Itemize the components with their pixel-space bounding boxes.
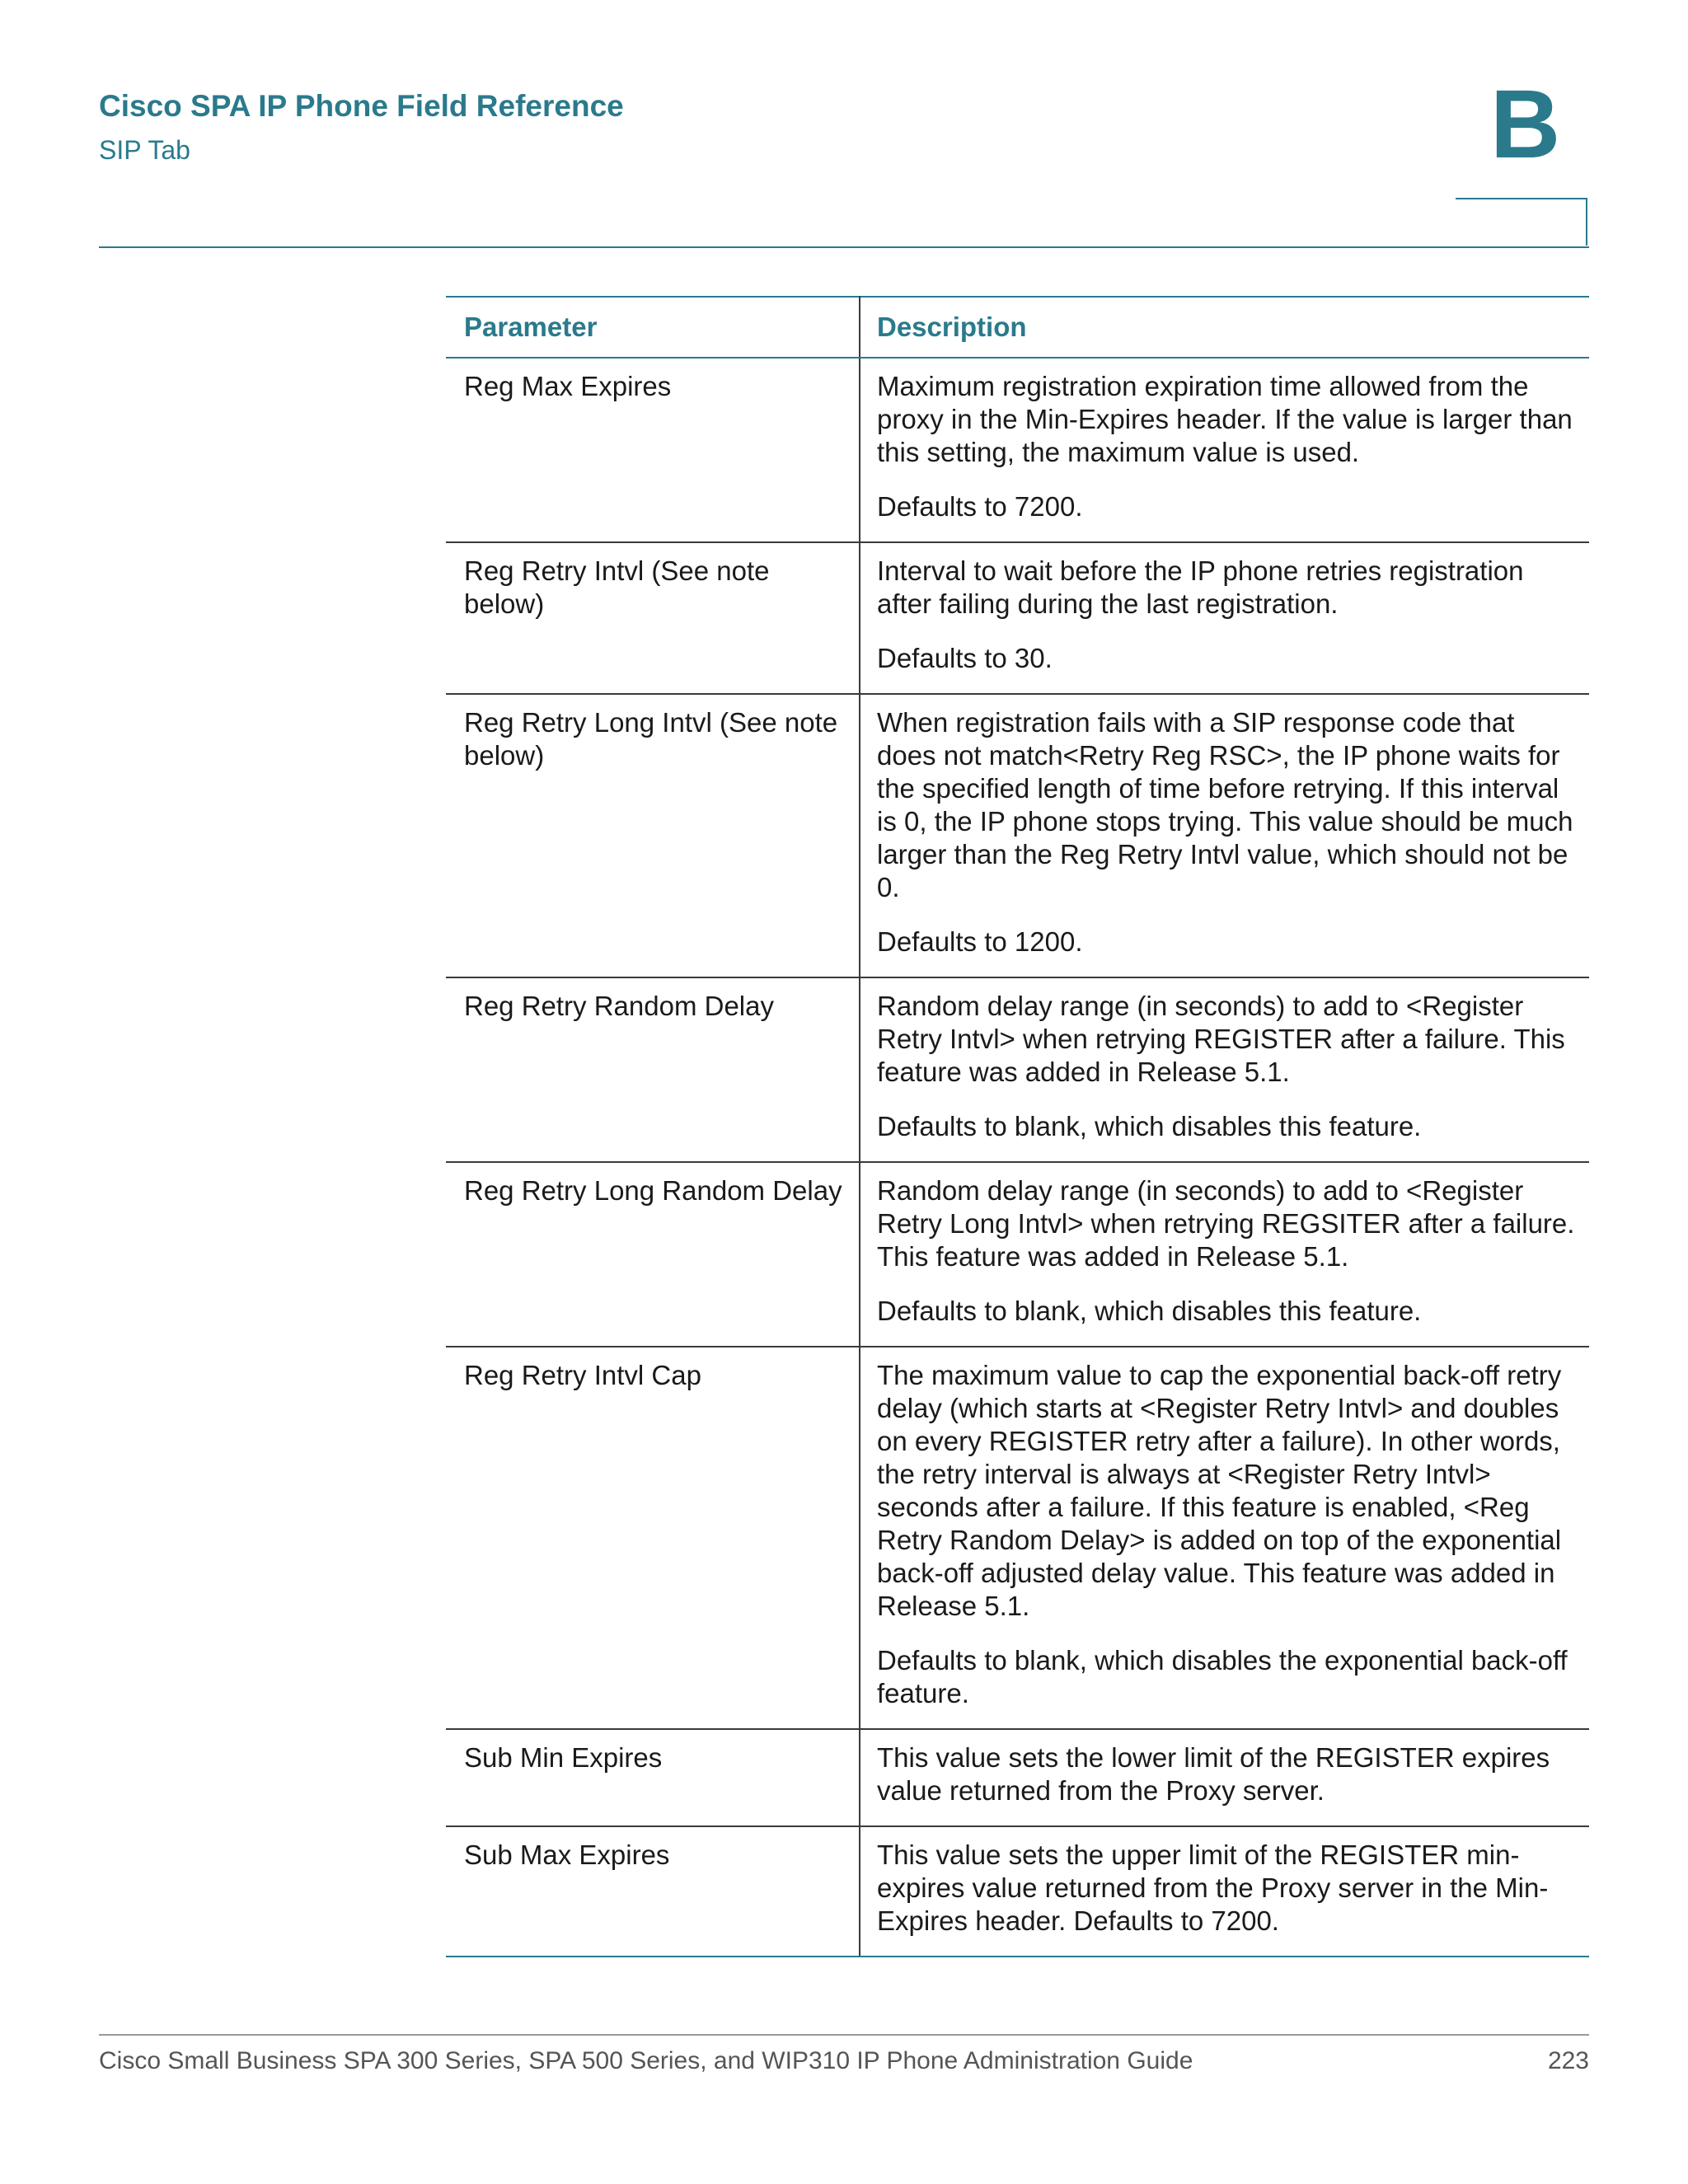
table-row — [446, 1347, 1589, 1729]
footer-divider — [99, 2034, 1589, 2036]
description-paragraph: When registration fails with a SIP response code that does not match<Retry Reg RSC>, the IP phone waits for the specified length of time before retrying. If this interval is 0, the IP phone stops trying. This value should be much larger than the Reg Retry Intvl value, which should not be 0. — [877, 707, 1573, 902]
parameter-cell: Reg Retry Long Intvl (See note below) — [446, 694, 860, 977]
description-paragraph: This value sets the lower limit of the REGISTER expires value returned from the Proxy server. — [877, 1742, 1550, 1806]
header-divider — [99, 246, 1589, 248]
parameter-cell: Reg Retry Intvl Cap — [446, 1347, 860, 1729]
description-cell — [860, 1162, 1589, 1347]
parameter-cell: Reg Retry Random Delay — [446, 977, 860, 1162]
description-cell — [860, 1347, 1589, 1729]
description-cell — [860, 1826, 1589, 1957]
default-value-text: Defaults to blank, which disables this feature. — [877, 1111, 1422, 1141]
table-row — [446, 694, 1589, 977]
parameter-cell: Reg Retry Long Random Delay — [446, 1162, 860, 1347]
default-value-text: Defaults to 7200. — [877, 491, 1083, 522]
chapter-letter: B — [1490, 70, 1561, 179]
default-value-text: Defaults to 1200. — [877, 926, 1083, 957]
parameter-cell: Sub Max Expires — [446, 1826, 860, 1957]
footer-guide-title: Cisco Small Business SPA 300 Series, SPA 500 Series, and WIP310 IP Phone Administration Guide — [99, 2047, 1193, 2074]
column-header-parameter: Parameter — [446, 297, 860, 358]
table-row — [446, 358, 1589, 542]
description-paragraph: Random delay range (in seconds) to add to <Register Retry Intvl> when retrying REGISTER after a failure. This feature was added in Release 5.1. — [877, 991, 1565, 1087]
parameter-cell: Reg Retry Intvl (See note below) — [446, 542, 860, 694]
description-cell — [860, 542, 1589, 694]
parameter-cell: Sub Min Expires — [446, 1729, 860, 1826]
page-header-title: Cisco SPA IP Phone Field Reference — [99, 89, 624, 123]
table-header-row — [446, 297, 1589, 358]
table-row — [446, 1826, 1589, 1957]
description-cell — [860, 694, 1589, 977]
description-paragraph: Random delay range (in seconds) to add to <Register Retry Long Intvl> when retrying REGSITER after a failure. This feature was added in Release 5.1. — [877, 1175, 1575, 1272]
parameter-cell: Reg Max Expires — [446, 358, 860, 542]
page-number: 223 — [1547, 2047, 1589, 2074]
parameter-table — [446, 296, 1589, 1957]
description-paragraph: Interval to wait before the IP phone retries registration after failing during the last registration. — [877, 555, 1524, 619]
description-paragraph: This value sets the upper limit of the REGISTER min-expires value returned from the Proxy server in the Min-Expires header. Defaults to 7200. — [877, 1840, 1549, 1936]
description-paragraph: The maximum value to cap the exponential back-off retry delay (which starts at <Register Retry Intvl> and doubles on every REGISTER retry after a failure). In other words, the retry interval is always at <Register Retry Intvl> seconds after a failure. If this feature is enabled, <Reg Retry Random Delay> is added on top of the exponential back-off adjusted delay value. This feature was added in Release 5.1. — [877, 1360, 1562, 1621]
chapter-tab-box — [1456, 198, 1587, 246]
page-header-subtitle: SIP Tab — [99, 135, 190, 165]
description-cell — [860, 977, 1589, 1162]
default-value-text: Defaults to 30. — [877, 643, 1053, 673]
column-header-description: Description — [860, 297, 1589, 358]
description-cell — [860, 358, 1589, 542]
table-row — [446, 542, 1589, 694]
table-row — [446, 1162, 1589, 1347]
table-row — [446, 1729, 1589, 1826]
description-paragraph: Maximum registration expiration time allowed from the proxy in the Min-Expires header. If the value is larger than this setting, the maximum value is used. — [877, 371, 1573, 467]
table-row — [446, 977, 1589, 1162]
default-value-text: Defaults to blank, which disables this feature. — [877, 1296, 1422, 1326]
default-value-text: Defaults to blank, which disables the exponential back-off feature. — [877, 1645, 1568, 1708]
description-cell — [860, 1729, 1589, 1826]
